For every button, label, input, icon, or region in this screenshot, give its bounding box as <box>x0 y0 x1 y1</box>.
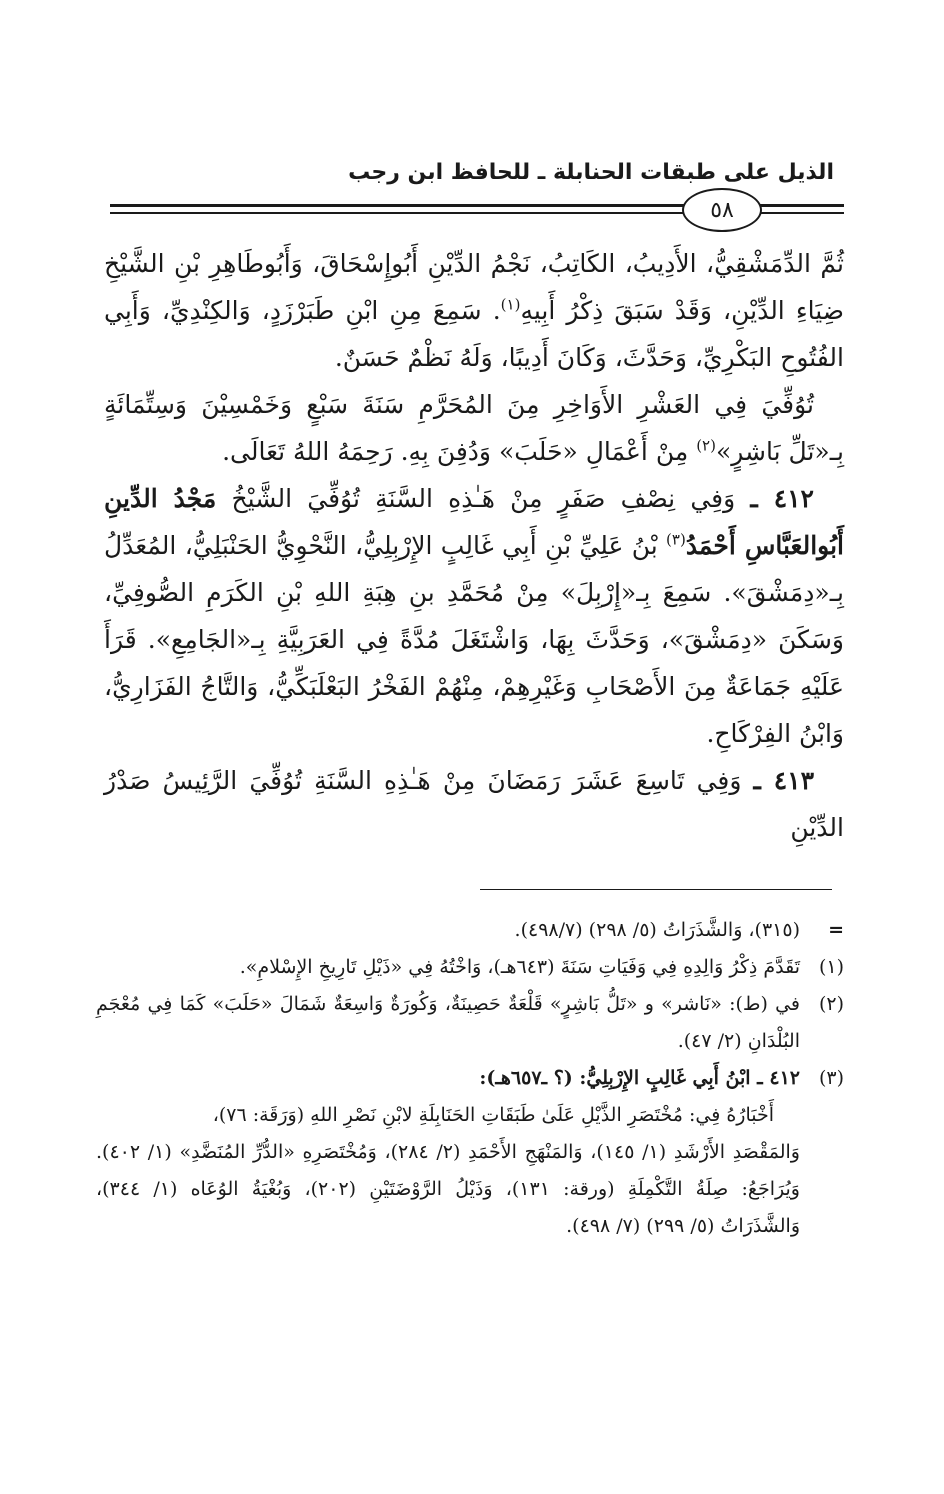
p3-text-a: وَفِي نِصْفِ صَفَرٍ مِنْ هَـٰذِهِ السَّنَةِ تُوُفِّيَ الشَّيْخُ <box>216 484 751 513</box>
continued-marker: = <box>828 919 844 941</box>
entry-number-412: ٤١٢ ـ <box>750 484 814 513</box>
p2-text-b: مِنْ أَعْمَالِ «حَلَبَ» وَدُفِنَ بِهِ. رَحِمَهُ اللهُ تَعَالَى. <box>222 437 697 466</box>
page-number: ٥٨ <box>682 188 762 232</box>
footnote-2 <box>96 986 844 1060</box>
footnote-ref-2: (٢) <box>696 436 716 455</box>
main-text <box>104 240 844 851</box>
paragraph-1 <box>104 240 844 381</box>
entry-413 <box>104 757 844 851</box>
footnote-3-body <box>96 1097 844 1245</box>
entry-number-413: ٤١٣ ـ <box>753 766 815 795</box>
footnote-3 <box>96 1060 844 1097</box>
footnote-3-heading: ٤١٢ ـ ابْنُ أَبِي غَالِبٍ الإِرْبِلِيُّ: (؟ ـ٦٥٧هـ): <box>479 1067 800 1089</box>
p1-text-a: ثُمَّ الدِّمَشْقِيُّ، الأَدِيبُ، الكَاتِبُ، نَجْمُ الدِّيْنِ أَبُوإِسْحَاقَ، وَأَبُوطَاهِرِ بْنِ الشَّيْخِ ضِيَاءِ الدِّيْنِ، وَقَدْ سَبَقَ ذِكْرُ أَبِيهِ <box>104 249 844 325</box>
footnote-3-body-line-1: أَخْبَارُهُ فِي: مُخْتَصَرِ الذَّيْلِ عَلَىٰ طَبَقَاتِ الحَنَابِلَةِ لابْنِ نَصْرِ اللهِ (وَرَقَة: ٧٦)، <box>212 1104 774 1126</box>
entry-412-name: مَجْدُ الدِّينِ أَبُوالعَبَّاسِ أَحْمَدُ <box>104 484 844 560</box>
footnote-3-marker: (٣) <box>818 1067 844 1089</box>
footnote-separator <box>480 889 832 890</box>
footnote-3-body-rest: وَالمَقْصَدِ الأَرْشَدِ (١/ ١٤٥)، وَالمَنْهَجِ الأَحْمَدِ (٢/ ٢٨٤)، وَمُخْتَصَرِهِ «الدُّرِّ المُنَضَّدِ» (١/ ٤٠٢). وَيُرَاجَعُ: صِلَةُ التَّكْمِلَةِ (ورقة: ١٣١)، وَذَيْلُ الرَّوْضَتَيْنِ (٢٠٢)، وَبُغْيَةُ الوُعَاه (١/ ٣٤٤)، وَالشَّذَرَاتُ (٥/ ٢٩٩) (٧/ ٤٩٨). <box>96 1141 800 1237</box>
p1-text-b: . سَمِعَ مِنِ ابْنِ طَبَرْزَدٍ، وَالكِنْدِيِّ، وَأَبِي الفُتُوحِ البَكْرِيِّ، وَحَدَّثَ، وَكَانَ أَدِيبًا، وَلَهُ نَظْمٌ حَسَنٌ. <box>104 296 844 372</box>
footnote-2-marker: (٢) <box>818 993 844 1015</box>
footnote-continued <box>96 912 844 949</box>
p3-text-b: بْنُ عَلِيِّ بْنِ أَبِي غَالِبٍ الإِرْبِلِيُّ، النَّحْوِيُّ الحَنْبَلِيُّ، المُعَدِّلُ بِـ«دِمَشْقَ». سَمِعَ بِـ«إِرْبِلَ» مِنْ مُحَمَّدِ بنِ هِبَةِ اللهِ بْنِ الكَرَمِ الصُّوفِيِّ، وَسَكَنَ «دِمَشْقَ»، وَحَدَّثَ بِهَا، وَاشْتَغَلَ مُدَّةً فِي العَرَبِيَّةِ بِـ«الجَامِعِ». قَرَأَ عَلَيْهِ جَمَاعَةٌ مِنَ الأَصْحَابِ وَغَيْرِهِمْ، مِنْهُمْ الفَخْرُ البَعْلَبَكِّيُّ، وَالتَّاجُ الفَزَارِيُّ، وَابْنُ الفِرْكَاحِ. <box>104 531 844 748</box>
footnote-ref-1: (١) <box>500 295 521 314</box>
continued-text: (٣١٥)، وَالشَّذَرَاتُ (٥/ ٢٩٨) (٤٩٨/٧). <box>514 919 800 941</box>
footnote-ref-3: (٣) <box>666 530 686 549</box>
footnote-1-text: تَقَدَّمَ ذِكْرُ وَالِدِهِ فِي وَفَيَاتِ سَنَةَ (٦٤٣هـ)، وَاخْتُهُ فِي «ذَيْلِ تَارِيخِ الإِسْلامِ». <box>239 956 800 978</box>
p2-text-a: تُوُفِّيَ فِي العَشْرِ الأَوَاخِرِ مِنَ المُحَرَّمِ سَنَةَ سَبْعٍ وَخَمْسِيْنَ وَسِتِّمَائَةٍ بِـ«تَلِّ بَاشِرٍ» <box>104 390 844 466</box>
footnotes <box>96 912 844 1245</box>
p4-text-a: وَفِي تَاسِعَ عَشَرَ رَمَضَانَ مِنْ هَـٰذِهِ السَّنَةِ تُوُفِّيَ الرَّئِيسُ صَدْرُ الدِّيْنِ <box>104 766 844 842</box>
footnote-1-marker: (١) <box>818 956 844 978</box>
footnote-2-text: في (ط): «نَاشر» و «تَلُّ بَاشِرٍ» قَلْعَةٌ حَصِينَةٌ، وَكُورَةٌ وَاسِعَةٌ شَمَالَ «حَلَبَ» كَمَا فِي مُعْجَمِ البُلْدَانِ (٢/ ٤٧). <box>96 993 800 1052</box>
running-title: الذيل على طبقات الحنابلة ـ للحافظ ابن رجب <box>348 160 834 185</box>
paragraph-2 <box>104 381 844 475</box>
footnote-1 <box>96 949 844 986</box>
entry-412 <box>104 475 844 757</box>
